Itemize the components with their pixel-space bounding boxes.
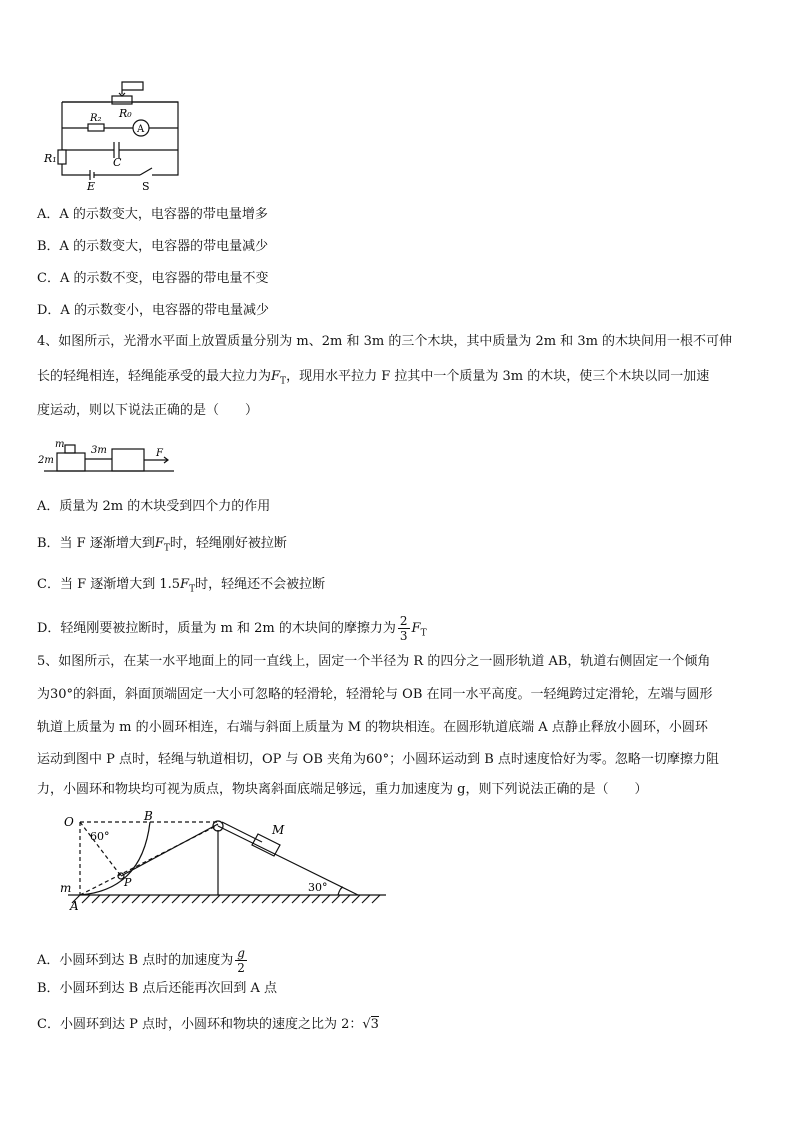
q4-stem-line3: 度运动，则以下说法正确的是（ ） [37,403,259,418]
point-b-label: B [144,810,153,823]
q4-option-c: C．当 F 逐渐增大到 $1.5F_T$时，轻绳还不会被拉断 [37,577,326,595]
block-2m-label: 2m [38,455,54,466]
q5-stem-line3: 轨道上质量为 m 的小圆环相连，右端与斜面上质量为 M 的物块相连。在圆形轨道底端 A 点静止释放小圆环，小圆环 [37,720,708,735]
ring-m-label: m [60,881,72,895]
emf-label: E [87,180,96,193]
q5-option-a: A．小圆环到达 B 点时的加速度为 $\frac{g}{2}$ [37,946,245,975]
angle-60-label: 60° [90,830,110,843]
ammeter-label: A [137,124,145,135]
q3-option-a: A．A 的示数变大，电容器的带电量增多 [37,207,268,222]
q3-option-c: C．A 的示数不变，电容器的带电量不变 [37,271,269,286]
q5-stem-line1: 5、如图所示，在某一水平地面上的同一直线上，固定一个半径为 R 的四分之一圆形轨道 AB，轨道右侧固定一个倾角 [37,654,711,669]
point-a-label: A [70,899,79,913]
q5-stem-line5: 力，小圆环和物块均可视为质点，物块离斜面底端足够远，重力加速度为 g，则下列说法正确的是（ ） [37,782,648,797]
q4-option-b: B．当 F 逐渐增大到$F_T$时，轻绳刚好被拉断 [37,536,287,554]
q4-option-a: A．质量为 2m 的木块受到四个力的作用 [37,499,271,514]
q5-stem-line4: 运动到图中 P 点时，轻绳与轨道相切，OP 与 OB 夹角为60°；小圆环运动到 B 点时速度恰好为零。忽略一切摩擦力阻 [37,752,719,767]
sqrt-icon: √ [362,1017,371,1032]
q4-stem-line2: 长的轻绳相连，轻绳能承受的最大拉力为$F_T$，现用水平拉力 F 拉其中一个质量为 3m 的木块，使三个木块以同一加速 [37,369,710,387]
block-3m-label: 3m [91,445,107,456]
switch-label: S [142,180,150,193]
blocks-figure [36,437,176,473]
point-p-label: P [124,876,132,889]
q5-stem-line2: 为30°的斜面，斜面顶端固定一大小可忽略的轻滑轮，轻滑轮与 OB 在同一水平高度。一轻绳跨过定滑轮，左端与圆形 [37,687,713,702]
capacitor-label: C [113,156,122,169]
r0-label: R₀ [119,107,132,120]
r2-label: R₂ [90,113,102,124]
q5-option-c: C．小圆环到达 P 点时，小圆环和物块的速度之比为 2：√3 [37,1017,379,1032]
q4-option-d: D．轻绳刚要被拉断时，质量为 m 和 2m 的木块间的摩擦力为 $\frac{2}{3}$ $F_T$ [37,614,427,643]
block-m-big-label: M [272,823,285,837]
track-incline-figure [58,810,388,920]
q3-option-d: D．A 的示数变小，电容器的带电量减少 [37,303,269,318]
circuit-diagram [40,80,190,195]
point-o-label: O [64,815,74,829]
block-m-label: m [55,439,65,450]
angle-30-label: 30° [308,881,328,894]
force-label: F [156,448,163,459]
q4-stem-line1: 4、如图所示，光滑水平面上放置质量分别为 m、2m 和 3m 的三个木块，其中质量为 2m 和 3m 的木块间用一根不可伸 [37,334,733,349]
r1-label: R₁ [44,152,57,165]
q5-option-b: B．小圆环到达 B 点后还能再次回到 A 点 [37,981,278,996]
q3-option-b: B．A 的示数变大，电容器的带电量减少 [37,239,269,254]
